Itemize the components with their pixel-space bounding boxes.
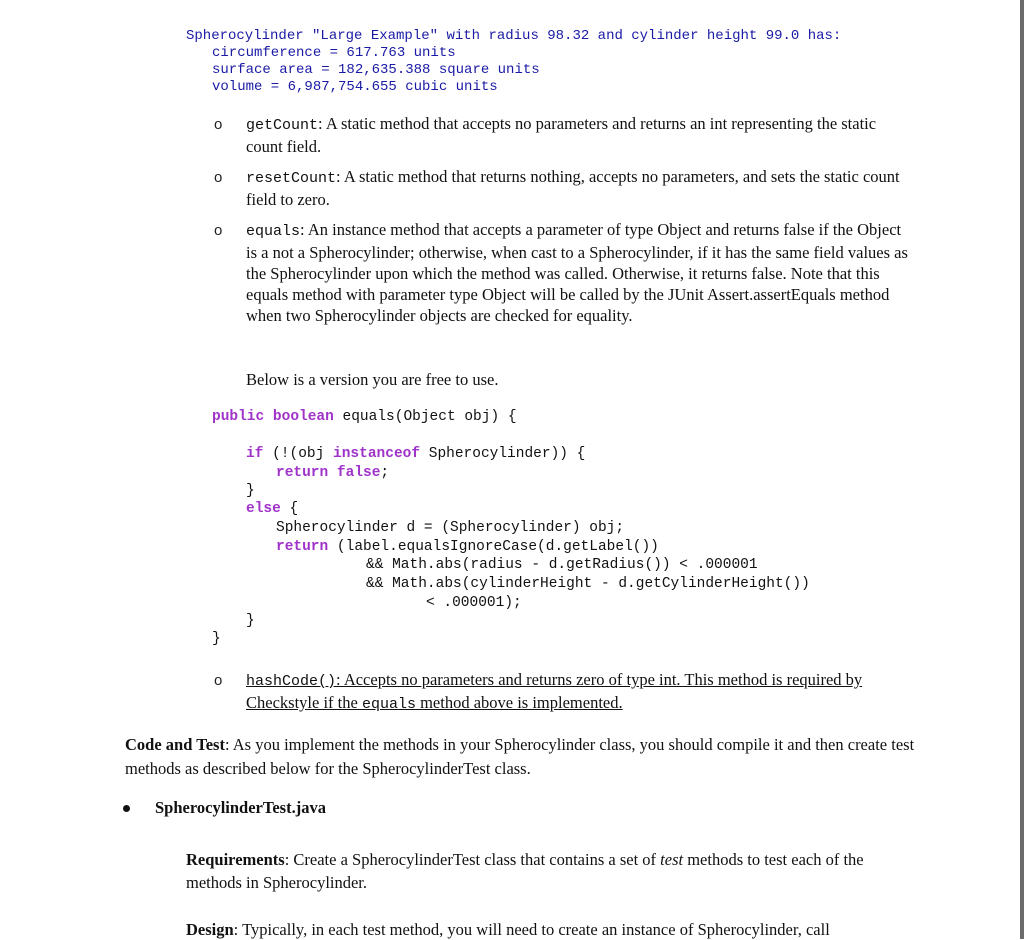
code-line-8: && Math.abs(radius - d.getRadius()) < .000001 [366, 557, 758, 573]
code-keyword: public boolean [212, 409, 334, 425]
hollow-bullet-icon: o [214, 169, 223, 186]
output-circumference: circumference = 617.763 units [212, 45, 456, 61]
hash-code-inline-equals: equals [361, 696, 416, 713]
code-line-9: && Math.abs(cylinderHeight - d.getCylinderHeight()) [366, 576, 810, 592]
code-line-7 [276, 538, 659, 557]
code-text: { [280, 501, 299, 517]
equals-item [246, 219, 908, 326]
reset-count-text: : A static method that returns nothing, accepts no parameters, and sets the static count field to zero. [246, 167, 900, 209]
requirements-text-end: methods to test each of the methods in Spherocylinder. [186, 850, 864, 892]
code-text: (label.equalsIgnoreCase(d.getLabel()) [328, 539, 659, 555]
design-label: Design [186, 920, 234, 939]
code-keyword: return false [276, 465, 381, 481]
get-count-item [246, 113, 908, 157]
code-keyword: else [246, 501, 281, 517]
reset-count-item [246, 166, 908, 210]
code-line-1 [212, 408, 517, 427]
requirements-italic: test [660, 850, 684, 869]
code-line-10: < .000001); [426, 595, 522, 611]
requirements-label: Requirements [186, 850, 285, 869]
code-text: Spherocylinder)) { [420, 446, 586, 462]
output-surface-area: surface area = 182,635.388 square units [212, 62, 540, 78]
code-and-test-label: Code and Test [125, 735, 225, 754]
code-line-4: } [246, 483, 255, 499]
code-text: equals(Object obj) { [333, 409, 517, 425]
hash-code-item [246, 669, 908, 715]
get-count-text: : A static method that accepts no parameters and returns an int representing the static count field. [246, 114, 877, 156]
test-file-heading: SpherocylinderTest.java [155, 798, 326, 817]
code-keyword: if [246, 446, 264, 462]
code-line-2 [246, 445, 585, 464]
requirements-text: : Create a SpherocylinderTest class that contains a set of [284, 850, 661, 869]
code-line-3 [276, 464, 389, 483]
right-edge-bar [1020, 0, 1024, 939]
hollow-bullet-icon: o [214, 672, 223, 689]
equals-text: : An instance method that accepts a parameter of type Object and returns false if the Object is a not a Spherocylinder; otherwise, when cast to a Spherocylinder, if it has the same field values as the Spherocylinder upon which the method was called. Otherwise, it returns false. Note that this equals method with parameter type Object will be called by the JUnit Assert.assertEquals method when two Spherocylinder objects are checked for equality. [246, 220, 908, 325]
equals-name: equals [246, 223, 301, 240]
output-header: Spherocylinder "Large Example" with radius 98.32 and cylinder height 99.0 has: [186, 28, 842, 44]
design-paragraph [186, 920, 830, 940]
design-text: : Typically, in each test method, you will need to create an instance of Spherocylinder, call [233, 920, 830, 939]
code-line-11: } [246, 613, 255, 629]
code-line-12: } [212, 631, 221, 647]
code-line-6: Spherocylinder d = (Spherocylinder) obj; [276, 520, 625, 536]
bullet-dot-icon [123, 805, 130, 812]
version-note: Below is a version you are free to use. [246, 370, 499, 389]
code-keyword: instanceof [333, 446, 421, 462]
code-and-test-paragraph [125, 733, 915, 781]
hollow-bullet-icon: o [214, 222, 223, 239]
output-volume: volume = 6,987,754.655 cubic units [212, 79, 498, 95]
code-and-test-text: : As you implement the methods in your Spherocylinder class, you should compile it and then create test methods as described below for the SpherocylinderTest class. [125, 735, 915, 778]
requirements-paragraph [186, 848, 906, 894]
code-text: ; [380, 465, 390, 481]
code-line-5 [246, 500, 298, 519]
hollow-bullet-icon: o [214, 116, 223, 133]
hash-code-text: : Accepts no parameters and returns zero of type int. This method is required by Checkstyle if the [246, 670, 863, 712]
hash-code-text-end: method above is implemented. [415, 693, 623, 712]
reset-count-name: resetCount [246, 170, 337, 187]
get-count-name: getCount [246, 117, 319, 134]
hash-code-name: hashCode() [246, 673, 337, 690]
code-keyword: return [276, 539, 329, 555]
code-text: (!(obj [263, 446, 334, 462]
